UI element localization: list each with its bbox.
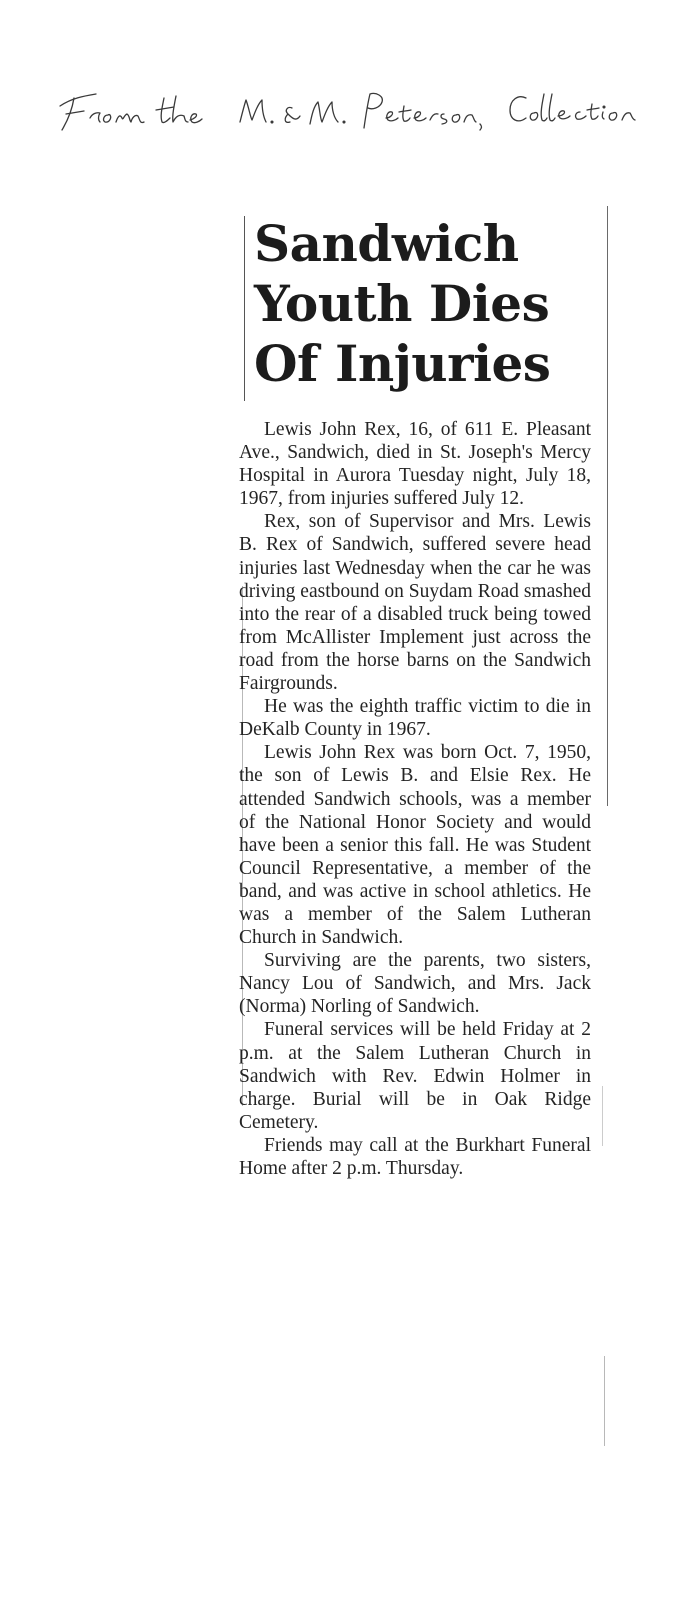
article-paragraph: Rex, son of Supervisor and Mrs. Lewis B. Rex of Sandwich, suffered severe head injuries last Wednesday when the car he was driving eastbound on Suydam Road smashed into the rear of a disabled truck being towed from McAllister Implement just across the road from the horse barns on the Sandwich Fairgrounds. <box>239 511 591 695</box>
article-paragraph: Surviving are the parents, two sisters, Nancy Lou of Sandwich, and Mrs. Jack (Norma) Norling of Sandwich. <box>239 950 591 1018</box>
column-rule-right <box>607 206 608 806</box>
article-body <box>239 418 591 1180</box>
newspaper-clipping <box>232 206 614 1586</box>
column-rule-left <box>244 216 245 401</box>
article-paragraph: He was the eighth traffic victim to die in DeKalb County in 1967. <box>239 696 591 741</box>
headline-line-1: Sandwich <box>254 214 519 273</box>
handwriting-image <box>52 58 672 148</box>
column-rule-right-lower <box>604 1356 605 1446</box>
column-rule-right-middle <box>602 1086 603 1146</box>
article-paragraph: Lewis John Rex, 16, of 611 E. Pleasant Ave., Sandwich, died in St. Joseph's Mercy Hospital in Aurora Tuesday night, July 18, 1967, from injuries suffered July 12. <box>239 419 591 510</box>
article-paragraph: Friends may call at the Burkhart Funeral Home after 2 p.m. Thursday. <box>239 1134 591 1179</box>
article-paragraph: Funeral services will be held Friday at 2 p.m. at the Salem Lutheran Church in Sandwich with Rev. Edwin Holmer in charge. Burial will be in Oak Ridge Cemetery. <box>239 1019 591 1133</box>
article-headline <box>254 214 550 394</box>
handwritten-annotation <box>52 58 672 148</box>
article-paragraph: Lewis John Rex was born Oct. 7, 1950, the son of Lewis B. and Elsie Rex. He attended Sandwich schools, was a member of the National Honor Society and would have been a senior this fall. He was Student Council Representative, a member of the band, and was active in school athletics. He was a member of the Salem Lutheran Church in Sandwich. <box>239 742 591 949</box>
headline-line-2: Youth Dies <box>254 274 550 333</box>
headline-line-3: Of Injuries <box>254 334 551 393</box>
